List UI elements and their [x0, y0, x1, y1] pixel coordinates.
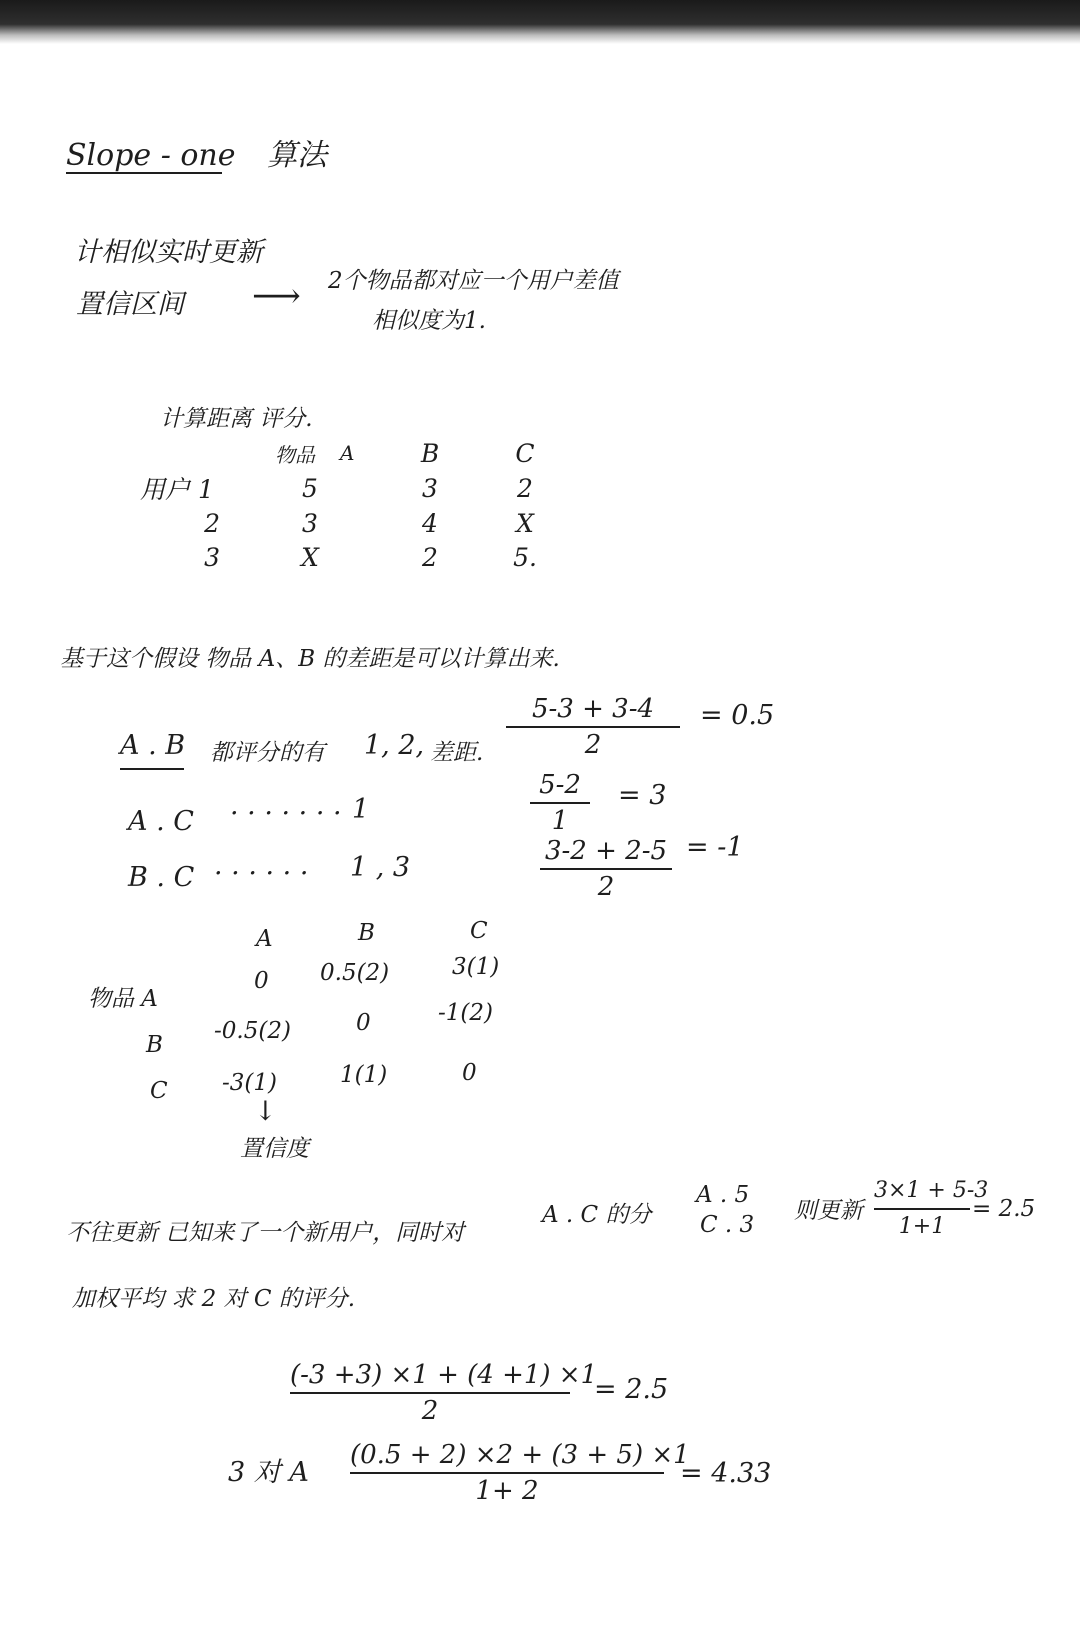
matrix-cell: 1(1)	[340, 1062, 388, 1088]
weighted-2-label: 3 对 A	[228, 1457, 309, 1488]
matrix-col-c: C	[470, 918, 488, 944]
update-numerator: 3×1 + 5-3	[874, 1178, 989, 1203]
table-row	[140, 506, 560, 540]
diff-ab-fraction	[506, 694, 680, 760]
similarity-line-2: 置信区间	[76, 289, 184, 320]
diff-ac-denominator: 1	[551, 806, 569, 836]
matrix-cell: 0.5(2)	[320, 960, 390, 986]
update-text: 不往更新 已知来了一个新用户，同时对	[66, 1220, 465, 1246]
ratings-heading: 计算距离 评分.	[160, 406, 313, 432]
diff-ac-result: = 3	[618, 780, 667, 811]
diff-bc-result: = -1	[686, 832, 744, 863]
diff-ac-numerator: 5-2	[539, 770, 581, 800]
diff-ac-fraction	[530, 770, 590, 836]
diff-ab-users: 1, 2,	[364, 730, 425, 761]
ratings-cell: 5	[302, 473, 318, 503]
ratings-header-b: B	[420, 438, 440, 468]
diff-ab-underline	[120, 768, 184, 770]
diff-ac-users: 1	[352, 794, 370, 825]
matrix-cell: -1(2)	[438, 1000, 493, 1026]
weighted-2-result: = 4.33	[680, 1458, 772, 1489]
matrix-row-label-b: B	[146, 1032, 163, 1058]
update-c-value: C . 3	[700, 1212, 755, 1238]
arrow-down-icon: ↓	[254, 1096, 277, 1127]
ratings-cell: 3	[422, 473, 438, 503]
ratings-table	[140, 436, 560, 574]
similarity-note-2: 相似度为1.	[372, 308, 486, 334]
ratings-cell: X	[516, 508, 534, 538]
diff-bc-numerator: 3-2 + 2-5	[544, 836, 668, 866]
diff-bc-users: 1 , 3	[350, 852, 411, 883]
table-row	[140, 470, 560, 506]
update-fraction	[874, 1176, 989, 1242]
weighted-1-result: = 2.5	[594, 1374, 669, 1405]
ratings-cell: 4	[422, 508, 438, 538]
matrix-cell: 0	[356, 1010, 371, 1036]
diff-bc-fraction	[540, 836, 672, 902]
matrix-row-label-a: 物品 A	[88, 986, 158, 1012]
hypothesis-text: 基于这个假设 物品 A、B 的差距是可以计算出来.	[60, 646, 560, 672]
weighted-fraction-1	[290, 1360, 598, 1426]
diff-bc-desc: · · · · · ·	[214, 858, 309, 889]
similarity-note-1: 2个物品都对应一个用户差值	[328, 268, 619, 294]
weighted-fraction-2	[350, 1440, 690, 1506]
fraction-bar	[874, 1208, 970, 1210]
title-underline	[66, 172, 222, 174]
diff-ab-suffix: 差距.	[430, 740, 484, 766]
matrix-cell: -3(1)	[222, 1070, 277, 1096]
ratings-header-item: 物品	[275, 442, 315, 467]
arrow-icon: ⟶	[252, 276, 301, 316]
fraction-bar	[350, 1472, 664, 1474]
ratings-row-label: 用户 1	[140, 475, 214, 504]
ratings-cell: X	[301, 542, 319, 572]
table-row	[140, 540, 560, 574]
page-title	[66, 130, 327, 174]
update-then: 则更新	[794, 1198, 863, 1224]
diff-ac-pair: A . C	[128, 806, 194, 837]
fraction-bar	[290, 1392, 570, 1394]
weighted-1-denominator: 2	[421, 1396, 439, 1426]
ratings-header-a: A	[340, 441, 355, 465]
update-denominator: 1+1	[898, 1214, 946, 1239]
fraction-bar	[506, 726, 680, 728]
matrix-row-label-c: C	[150, 1078, 168, 1104]
similarity-line-1: 计相似实时更新	[74, 237, 263, 268]
matrix-cell: 3(1)	[452, 954, 500, 980]
weighted-2-denominator: 1+ 2	[475, 1476, 539, 1506]
notebook-top-edge	[0, 0, 1080, 44]
diff-bc-pair: B . C	[128, 862, 195, 893]
matrix-note: 置信度	[240, 1136, 309, 1162]
ratings-cell: 3	[302, 508, 318, 538]
diff-ac-desc: · · · · · · ·	[230, 798, 342, 829]
diff-ab-numerator: 5-3 + 3-4	[531, 694, 655, 724]
matrix-col-a: A	[256, 926, 273, 952]
weighted-2-numerator: (0.5 + 2) ×2 + (3 + 5) ×1	[350, 1440, 690, 1470]
matrix-col-b: B	[358, 920, 375, 946]
ratings-row-label: 2	[204, 508, 220, 538]
title-suffix: 算法	[267, 138, 328, 173]
diff-ab-denominator: 2	[584, 730, 602, 760]
ratings-header-c: C	[515, 438, 535, 468]
diff-bc-denominator: 2	[597, 872, 615, 902]
weighted-1-numerator: (-3 +3) ×1 + (4 +1) ×1	[290, 1360, 598, 1390]
diff-ab-pair: A . B	[120, 730, 186, 761]
matrix-cell: 0	[462, 1060, 477, 1086]
update-result: = 2.5	[972, 1196, 1036, 1222]
diff-ab-result: = 0.5	[700, 700, 775, 731]
ratings-cell: 2	[517, 473, 533, 503]
title-main: Slope - one	[66, 138, 236, 173]
ratings-cell: 2	[422, 542, 438, 572]
fraction-bar	[530, 802, 590, 804]
matrix-cell: -0.5(2)	[214, 1018, 291, 1044]
matrix-cell: 0	[254, 968, 269, 994]
diff-ab-desc: 都评分的有	[210, 740, 325, 766]
ratings-header-row	[140, 436, 560, 470]
ratings-cell: 5.	[513, 542, 537, 572]
ratings-row-label: 3	[204, 542, 220, 572]
fraction-bar	[540, 868, 672, 870]
update-pair: A . C 的分	[542, 1202, 652, 1228]
update-a-value: A . 5	[696, 1182, 750, 1208]
weighted-text: 加权平均 求 2 对 C 的评分.	[72, 1286, 356, 1312]
